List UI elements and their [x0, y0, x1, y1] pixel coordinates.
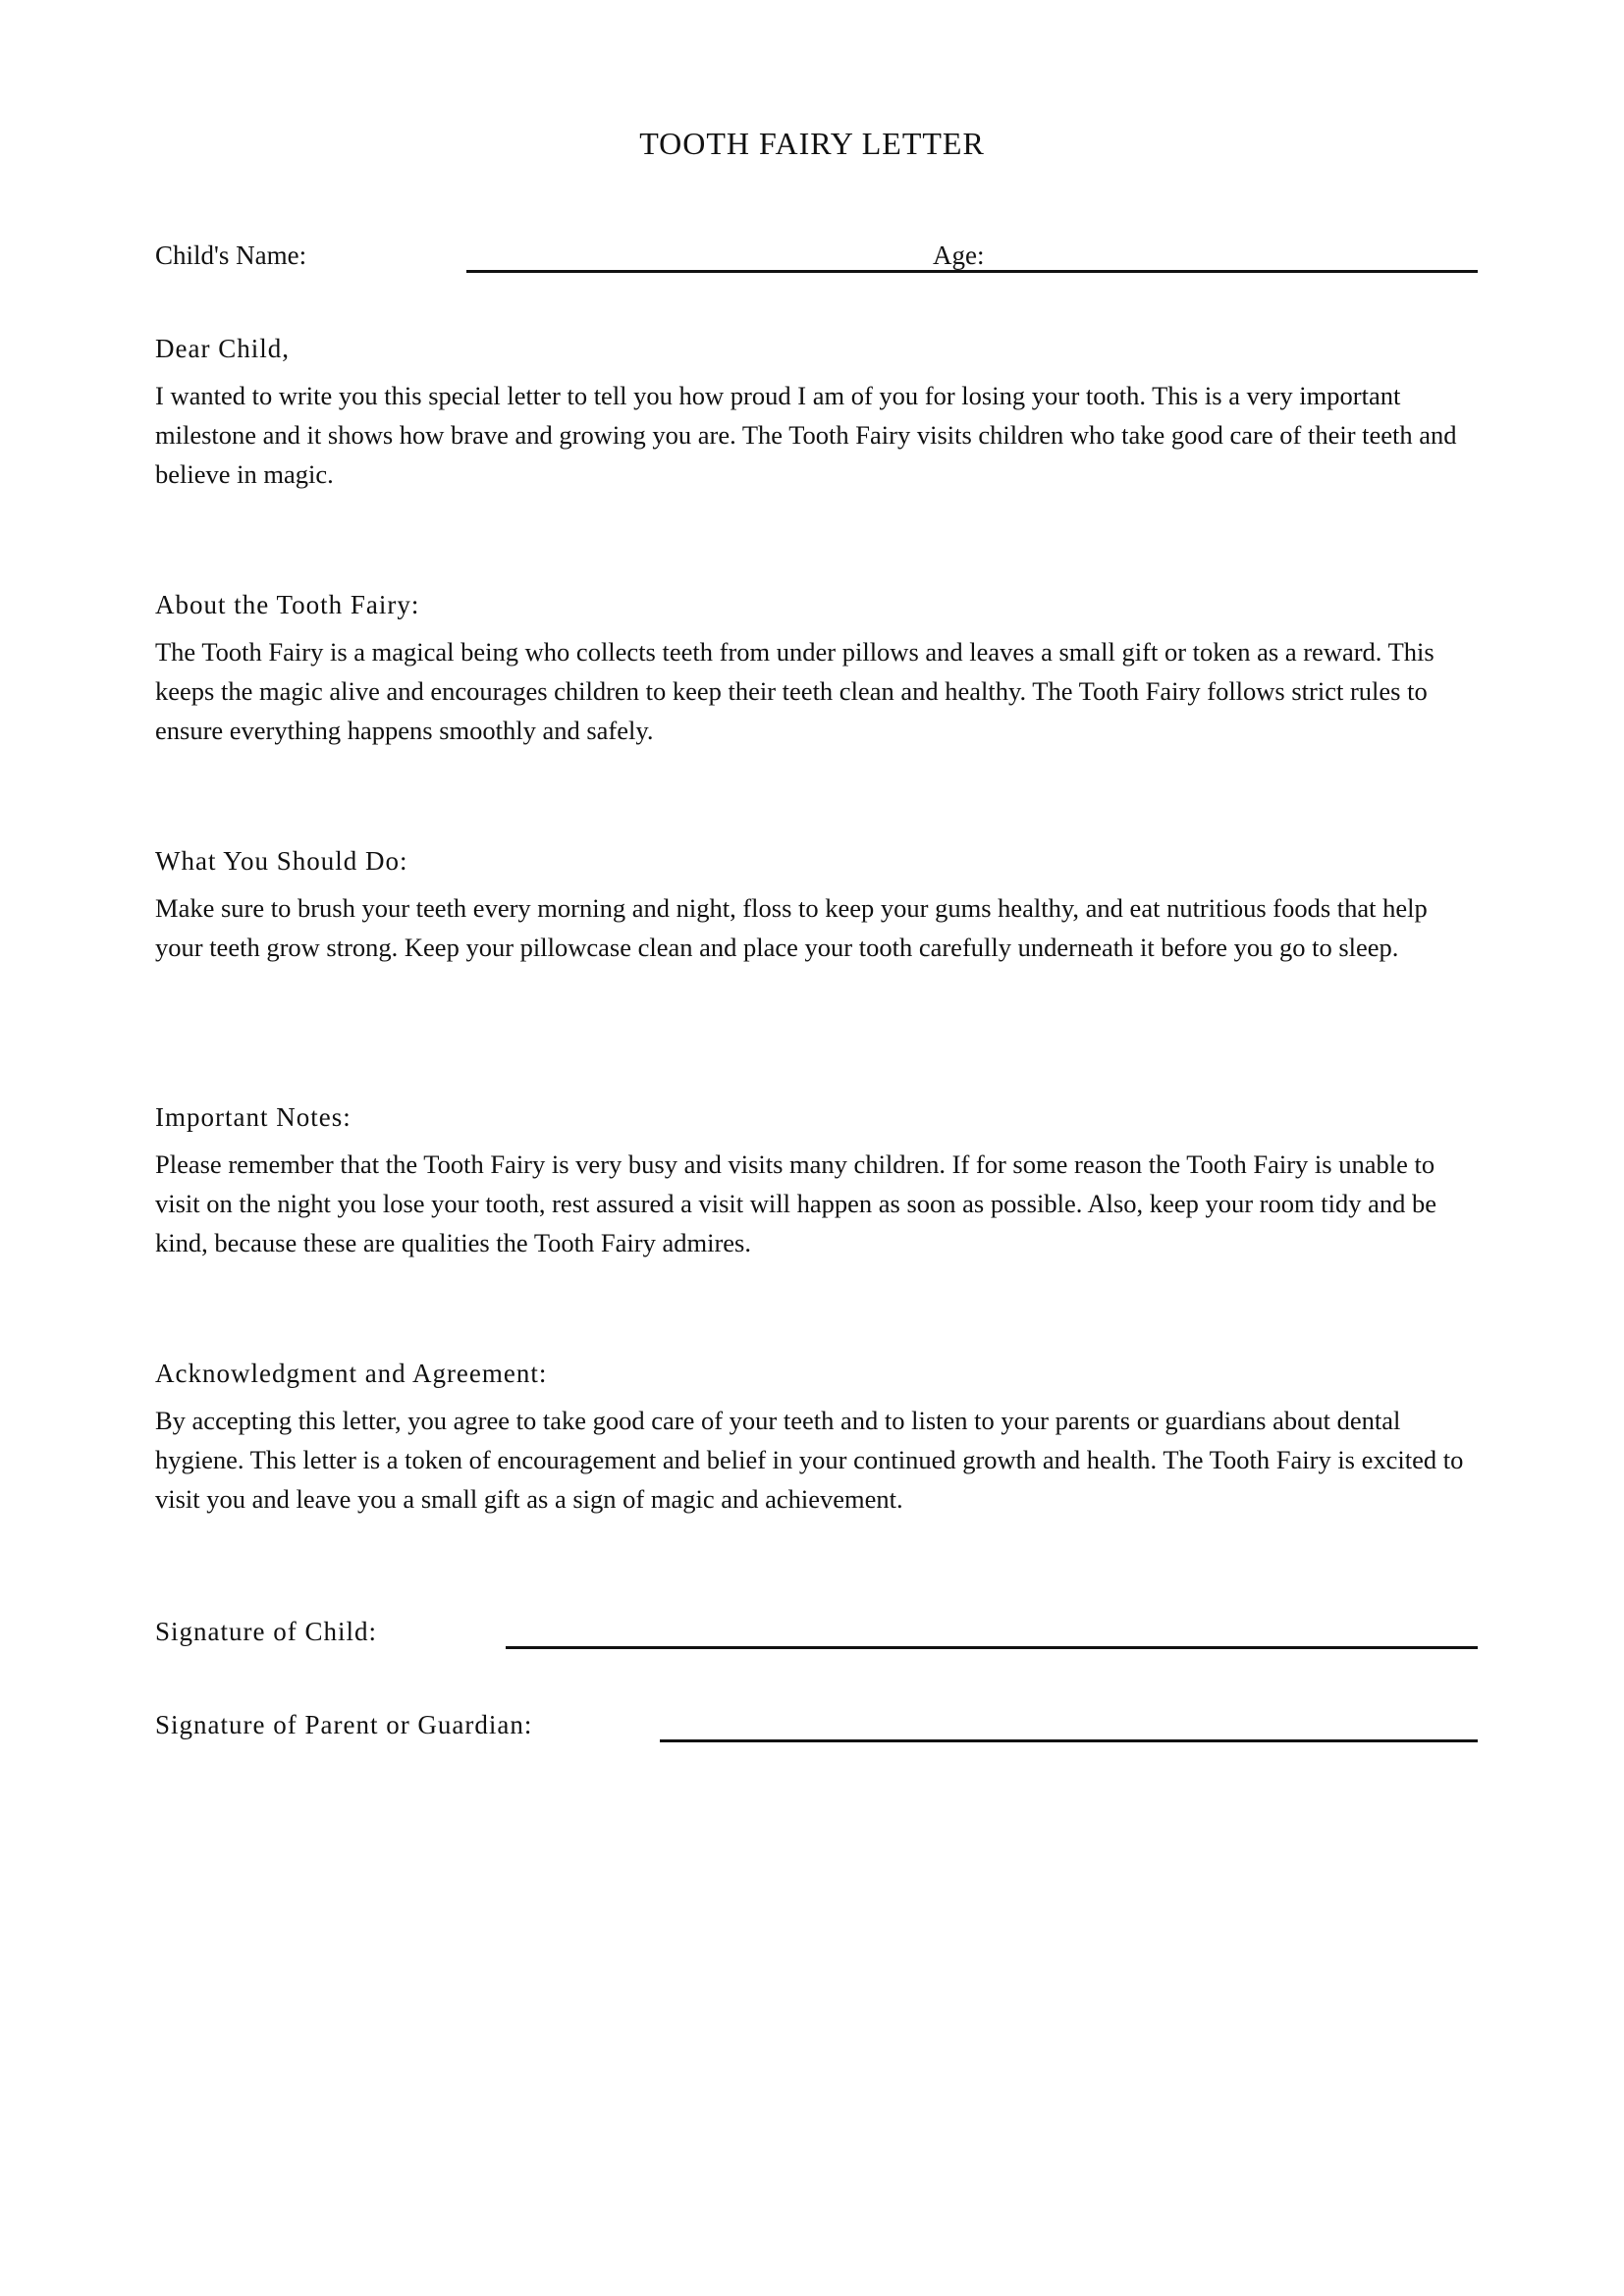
section-heading-important-notes: Important Notes:	[155, 1102, 352, 1132]
section-body-what-to-do: Make sure to brush your teeth every morning and night, floss to keep your gums healthy, and eat nutritious foods that help your teeth grow strong. Keep your pillowcase clean and place your tooth carefully underneath it before you go to sleep.	[155, 893, 1428, 962]
section-heading-acknowledgment: Acknowledgment and Agreement:	[155, 1359, 548, 1388]
signature-child-line[interactable]	[506, 1646, 1478, 1649]
signature-parent-line[interactable]	[660, 1739, 1478, 1742]
signature-parent-label: Signature of Parent or Guardian:	[155, 1710, 533, 1739]
section-body-acknowledgment: By accepting this letter, you agree to take good care of your teeth and to listen to your parents or guardians about dental hygiene. This letter is a token of encouragement and belief in your continued growth and health. The Tooth Fairy is excited to visit you and leave you a small gift as a sign of magic and achievement.	[155, 1406, 1464, 1514]
section-body-about: The Tooth Fairy is a magical being who collects teeth from under pillows and leaves a small gift or token as a reward. This keeps the magic alive and encourages children to keep their teeth clean and healthy. The Tooth Fairy follows strict rules to ensure everything happens smoothly and safely.	[155, 637, 1435, 745]
child-name-label: Child's Name:	[155, 240, 307, 270]
intro-paragraph: I wanted to write you this special letter to tell you how proud I am of you for losing your tooth. This is a very important milestone and it shows how brave and growing you are. The Tooth Fairy visits children who take good care of their teeth and believe in magic.	[155, 381, 1457, 489]
age-label: Age:	[933, 240, 985, 270]
section-heading-what-to-do: What You Should Do:	[155, 846, 408, 876]
section-body-important-notes: Please remember that the Tooth Fairy is very busy and visits many children. If for some reason the Tooth Fairy is unable to visit on the night you lose your tooth, rest assured a visit will happen as soon as possible. Also, keep your room tidy and be kind, because these are qualities the Tooth Fairy admires.	[155, 1149, 1436, 1257]
signature-child-label: Signature of Child:	[155, 1617, 377, 1646]
section-heading-about: About the Tooth Fairy:	[155, 590, 420, 619]
document-title: TOOTH FAIRY LETTER	[639, 126, 985, 161]
greeting: Dear Child,	[155, 334, 290, 363]
